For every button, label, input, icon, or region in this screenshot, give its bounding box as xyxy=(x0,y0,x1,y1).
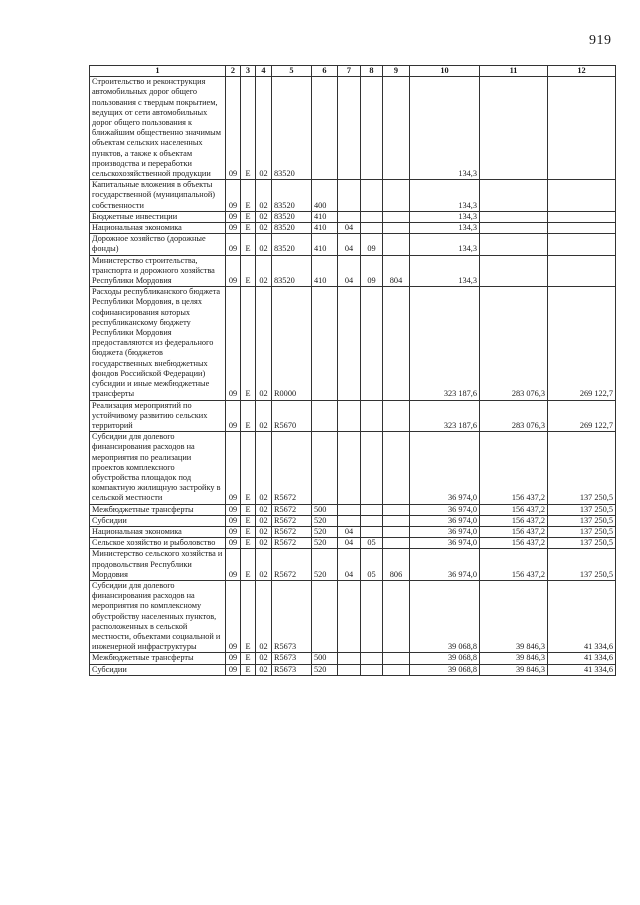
target-article-code: R5672 xyxy=(272,538,312,549)
amount-year-2: 156 437,2 xyxy=(480,504,548,515)
row-name: Сельское хозяйство и рыболовство xyxy=(90,538,226,549)
table-row xyxy=(90,287,616,400)
section-code: 04 xyxy=(338,223,361,234)
code-col-2: 09 xyxy=(226,664,241,675)
section-code: 04 xyxy=(338,234,361,255)
target-article-code: R5673 xyxy=(272,664,312,675)
amount-year-3: 137 250,5 xyxy=(548,538,616,549)
table-row xyxy=(90,538,616,549)
subsection-code xyxy=(361,77,383,180)
table-row xyxy=(90,234,616,255)
amount-year-1: 36 974,0 xyxy=(410,432,480,504)
amount-year-1: 39 068,8 xyxy=(410,653,480,664)
code-col-4: 02 xyxy=(256,255,272,287)
row-name: Капитальные вложения в объекты государственной (муниципальной) собственности xyxy=(90,180,226,212)
table-row xyxy=(90,223,616,234)
amount-year-3: 269 122,7 xyxy=(548,400,616,432)
table-row xyxy=(90,653,616,664)
amount-year-3: 41 334,6 xyxy=(548,664,616,675)
amount-year-1: 36 974,0 xyxy=(410,538,480,549)
ministry-code xyxy=(383,515,410,526)
amount-year-3 xyxy=(548,255,616,287)
table-row xyxy=(90,432,616,504)
subsection-code xyxy=(361,526,383,537)
section-code: 04 xyxy=(338,255,361,287)
code-col-2: 09 xyxy=(226,77,241,180)
code-col-3: Е xyxy=(241,211,256,222)
amount-year-3: 137 250,5 xyxy=(548,526,616,537)
ministry-code xyxy=(383,653,410,664)
code-col-2: 09 xyxy=(226,287,241,400)
col-header: 9 xyxy=(383,66,410,77)
code-col-3: Е xyxy=(241,515,256,526)
amount-year-3: 137 250,5 xyxy=(548,515,616,526)
expense-type-code xyxy=(312,400,338,432)
amount-year-3: 41 334,6 xyxy=(548,653,616,664)
code-col-2: 09 xyxy=(226,255,241,287)
target-article-code: 83520 xyxy=(272,180,312,212)
ministry-code xyxy=(383,234,410,255)
target-article-code: R5670 xyxy=(272,400,312,432)
amount-year-3: 269 122,7 xyxy=(548,287,616,400)
code-col-3: Е xyxy=(241,580,256,652)
code-col-4: 02 xyxy=(256,653,272,664)
table-row xyxy=(90,504,616,515)
ministry-code xyxy=(383,664,410,675)
ministry-code: 806 xyxy=(383,549,410,581)
code-col-3: Е xyxy=(241,287,256,400)
table-body xyxy=(90,77,616,676)
amount-year-1: 36 974,0 xyxy=(410,526,480,537)
section-code: 04 xyxy=(338,549,361,581)
col-header: 5 xyxy=(272,66,312,77)
code-col-2: 09 xyxy=(226,538,241,549)
table-row xyxy=(90,580,616,652)
expense-type-code: 410 xyxy=(312,255,338,287)
code-col-4: 02 xyxy=(256,549,272,581)
section-code xyxy=(338,287,361,400)
code-col-4: 02 xyxy=(256,223,272,234)
row-name: Бюджетные инвестиции xyxy=(90,211,226,222)
target-article-code: R5673 xyxy=(272,653,312,664)
ministry-code xyxy=(383,580,410,652)
expense-type-code xyxy=(312,77,338,180)
code-col-3: Е xyxy=(241,255,256,287)
code-col-3: Е xyxy=(241,223,256,234)
code-col-2: 09 xyxy=(226,526,241,537)
col-header: 1 xyxy=(90,66,226,77)
amount-year-2: 156 437,2 xyxy=(480,549,548,581)
section-code xyxy=(338,664,361,675)
amount-year-2 xyxy=(480,211,548,222)
row-name: Министерство сельского хозяйства и продовольствия Республики Мордовия xyxy=(90,549,226,581)
section-code xyxy=(338,180,361,212)
code-col-2: 09 xyxy=(226,515,241,526)
code-col-3: Е xyxy=(241,653,256,664)
code-col-4: 02 xyxy=(256,664,272,675)
col-header: 2 xyxy=(226,66,241,77)
table-row xyxy=(90,549,616,581)
target-article-code: R5673 xyxy=(272,580,312,652)
target-article-code: R5672 xyxy=(272,432,312,504)
row-name: Национальная экономика xyxy=(90,526,226,537)
row-name: Национальная экономика xyxy=(90,223,226,234)
section-code xyxy=(338,504,361,515)
expense-type-code: 520 xyxy=(312,664,338,675)
amount-year-2 xyxy=(480,180,548,212)
expense-type-code xyxy=(312,432,338,504)
amount-year-2: 39 846,3 xyxy=(480,664,548,675)
code-col-2: 09 xyxy=(226,180,241,212)
section-code: 04 xyxy=(338,526,361,537)
col-header: 11 xyxy=(480,66,548,77)
amount-year-2: 283 076,3 xyxy=(480,400,548,432)
amount-year-3: 137 250,5 xyxy=(548,432,616,504)
subsection-code xyxy=(361,180,383,212)
ministry-code xyxy=(383,504,410,515)
expense-type-code xyxy=(312,580,338,652)
code-col-2: 09 xyxy=(226,549,241,581)
section-code xyxy=(338,211,361,222)
code-col-3: Е xyxy=(241,526,256,537)
subsection-code xyxy=(361,504,383,515)
target-article-code: R5672 xyxy=(272,526,312,537)
section-code: 04 xyxy=(338,538,361,549)
section-code xyxy=(338,653,361,664)
subsection-code xyxy=(361,432,383,504)
col-header: 12 xyxy=(548,66,616,77)
subsection-code xyxy=(361,580,383,652)
code-col-4: 02 xyxy=(256,287,272,400)
amount-year-1: 323 187,6 xyxy=(410,287,480,400)
subsection-code: 05 xyxy=(361,538,383,549)
col-header: 6 xyxy=(312,66,338,77)
section-code xyxy=(338,515,361,526)
code-col-3: Е xyxy=(241,180,256,212)
amount-year-1: 36 974,0 xyxy=(410,549,480,581)
table-row xyxy=(90,211,616,222)
amount-year-1: 134,3 xyxy=(410,255,480,287)
row-name: Строительство и реконструкция автомобильных дорог общего пользования с твердым покрытием, ведущих от сети автомобильных дорог общего пользования к ближайшим общественно значимым объектам сельских населенных пунктов, а также к объектам производства и переработки сельскохозяйственной продукции xyxy=(90,77,226,180)
row-name: Субсидии для долевого финансирования расходов на мероприятия по комплексному обустройству населенных пунктов, расположенных в сельской местности, объектами социальной и инженерной инфраструктуры xyxy=(90,580,226,652)
row-name: Министерство строительства, транспорта и дорожного хозяйства Республики Мордовия xyxy=(90,255,226,287)
subsection-code xyxy=(361,223,383,234)
amount-year-2 xyxy=(480,234,548,255)
col-header: 8 xyxy=(361,66,383,77)
amount-year-3 xyxy=(548,77,616,180)
expense-type-code: 520 xyxy=(312,526,338,537)
amount-year-1: 39 068,8 xyxy=(410,580,480,652)
code-col-3: Е xyxy=(241,538,256,549)
subsection-code: 09 xyxy=(361,234,383,255)
code-col-3: Е xyxy=(241,504,256,515)
header-row xyxy=(90,66,616,77)
section-code xyxy=(338,77,361,180)
row-name: Межбюджетные трансферты xyxy=(90,653,226,664)
ministry-code xyxy=(383,400,410,432)
code-col-3: Е xyxy=(241,234,256,255)
amount-year-1: 134,3 xyxy=(410,223,480,234)
target-article-code: 83520 xyxy=(272,255,312,287)
target-article-code: R5672 xyxy=(272,549,312,581)
amount-year-2: 283 076,3 xyxy=(480,287,548,400)
section-code xyxy=(338,432,361,504)
amount-year-2: 156 437,2 xyxy=(480,538,548,549)
code-col-4: 02 xyxy=(256,234,272,255)
amount-year-3: 137 250,5 xyxy=(548,504,616,515)
col-header: 3 xyxy=(241,66,256,77)
subsection-code xyxy=(361,211,383,222)
code-col-4: 02 xyxy=(256,504,272,515)
ministry-code xyxy=(383,223,410,234)
ministry-code xyxy=(383,180,410,212)
target-article-code: R0000 xyxy=(272,287,312,400)
page-number: 919 xyxy=(589,33,612,48)
expense-type-code: 400 xyxy=(312,180,338,212)
target-article-code: 83520 xyxy=(272,77,312,180)
expense-type-code: 410 xyxy=(312,234,338,255)
code-col-2: 09 xyxy=(226,580,241,652)
amount-year-2: 156 437,2 xyxy=(480,515,548,526)
table-row xyxy=(90,664,616,675)
ministry-code xyxy=(383,526,410,537)
code-col-4: 02 xyxy=(256,77,272,180)
amount-year-3 xyxy=(548,180,616,212)
amount-year-3: 137 250,5 xyxy=(548,549,616,581)
target-article-code: 83520 xyxy=(272,234,312,255)
code-col-2: 09 xyxy=(226,504,241,515)
amount-year-2: 39 846,3 xyxy=(480,580,548,652)
code-col-2: 09 xyxy=(226,223,241,234)
subsection-code xyxy=(361,515,383,526)
code-col-4: 02 xyxy=(256,211,272,222)
code-col-4: 02 xyxy=(256,580,272,652)
code-col-4: 02 xyxy=(256,180,272,212)
code-col-4: 02 xyxy=(256,432,272,504)
table-row xyxy=(90,400,616,432)
amount-year-2 xyxy=(480,255,548,287)
amount-year-2: 156 437,2 xyxy=(480,432,548,504)
row-name: Межбюджетные трансферты xyxy=(90,504,226,515)
code-col-2: 09 xyxy=(226,234,241,255)
table-row xyxy=(90,526,616,537)
code-col-3: Е xyxy=(241,664,256,675)
subsection-code xyxy=(361,400,383,432)
amount-year-3 xyxy=(548,223,616,234)
amount-year-3 xyxy=(548,211,616,222)
subsection-code xyxy=(361,653,383,664)
row-name: Субсидии xyxy=(90,515,226,526)
row-name: Расходы республиканского бюджета Республики Мордовия, в целях софинансирования которых республиканскому бюджету Республики Мордовия предоставляются из федерального бюджета (бюджетов государственных внебюджетных фондов Российской Федерации) субсидии и иные межбюджетные трансферты xyxy=(90,287,226,400)
target-article-code: 83520 xyxy=(272,211,312,222)
expense-type-code: 410 xyxy=(312,223,338,234)
subsection-code: 05 xyxy=(361,549,383,581)
code-col-3: Е xyxy=(241,77,256,180)
section-code xyxy=(338,400,361,432)
amount-year-1: 39 068,8 xyxy=(410,664,480,675)
target-article-code: R5672 xyxy=(272,515,312,526)
ministry-code xyxy=(383,538,410,549)
subsection-code: 09 xyxy=(361,255,383,287)
amount-year-1: 36 974,0 xyxy=(410,504,480,515)
row-name: Дорожное хозяйство (дорожные фонды) xyxy=(90,234,226,255)
code-col-4: 02 xyxy=(256,515,272,526)
col-header: 4 xyxy=(256,66,272,77)
code-col-3: Е xyxy=(241,432,256,504)
target-article-code: R5672 xyxy=(272,504,312,515)
budget-table xyxy=(89,65,616,676)
code-col-4: 02 xyxy=(256,538,272,549)
target-article-code: 83520 xyxy=(272,223,312,234)
code-col-3: Е xyxy=(241,549,256,581)
amount-year-2: 156 437,2 xyxy=(480,526,548,537)
table-row xyxy=(90,515,616,526)
ministry-code xyxy=(383,211,410,222)
section-code xyxy=(338,580,361,652)
amount-year-1: 36 974,0 xyxy=(410,515,480,526)
ministry-code xyxy=(383,287,410,400)
row-name: Реализация мероприятий по устойчивому развитию сельских территорий xyxy=(90,400,226,432)
code-col-4: 02 xyxy=(256,400,272,432)
subsection-code xyxy=(361,287,383,400)
amount-year-1: 134,3 xyxy=(410,77,480,180)
code-col-2: 09 xyxy=(226,211,241,222)
col-header: 10 xyxy=(410,66,480,77)
amount-year-1: 323 187,6 xyxy=(410,400,480,432)
ministry-code xyxy=(383,77,410,180)
amount-year-2 xyxy=(480,223,548,234)
expense-type-code: 410 xyxy=(312,211,338,222)
expense-type-code xyxy=(312,287,338,400)
amount-year-1: 134,3 xyxy=(410,180,480,212)
amount-year-2: 39 846,3 xyxy=(480,653,548,664)
col-header: 7 xyxy=(338,66,361,77)
code-col-3: Е xyxy=(241,400,256,432)
expense-type-code: 520 xyxy=(312,515,338,526)
table-row xyxy=(90,180,616,212)
expense-type-code: 500 xyxy=(312,653,338,664)
code-col-2: 09 xyxy=(226,400,241,432)
amount-year-2 xyxy=(480,77,548,180)
subsection-code xyxy=(361,664,383,675)
table-row xyxy=(90,77,616,180)
amount-year-1: 134,3 xyxy=(410,211,480,222)
table-row xyxy=(90,255,616,287)
code-col-4: 02 xyxy=(256,526,272,537)
ministry-code xyxy=(383,432,410,504)
amount-year-3: 41 334,6 xyxy=(548,580,616,652)
code-col-2: 09 xyxy=(226,653,241,664)
expense-type-code: 500 xyxy=(312,504,338,515)
expense-type-code: 520 xyxy=(312,549,338,581)
row-name: Субсидии xyxy=(90,664,226,675)
ministry-code: 804 xyxy=(383,255,410,287)
amount-year-3 xyxy=(548,234,616,255)
code-col-2: 09 xyxy=(226,432,241,504)
row-name: Субсидии для долевого финансирования расходов на мероприятия по реализации проектов комплексного обустройства площадок под компактную жилищную застройку в сельской местности xyxy=(90,432,226,504)
expense-type-code: 520 xyxy=(312,538,338,549)
amount-year-1: 134,3 xyxy=(410,234,480,255)
